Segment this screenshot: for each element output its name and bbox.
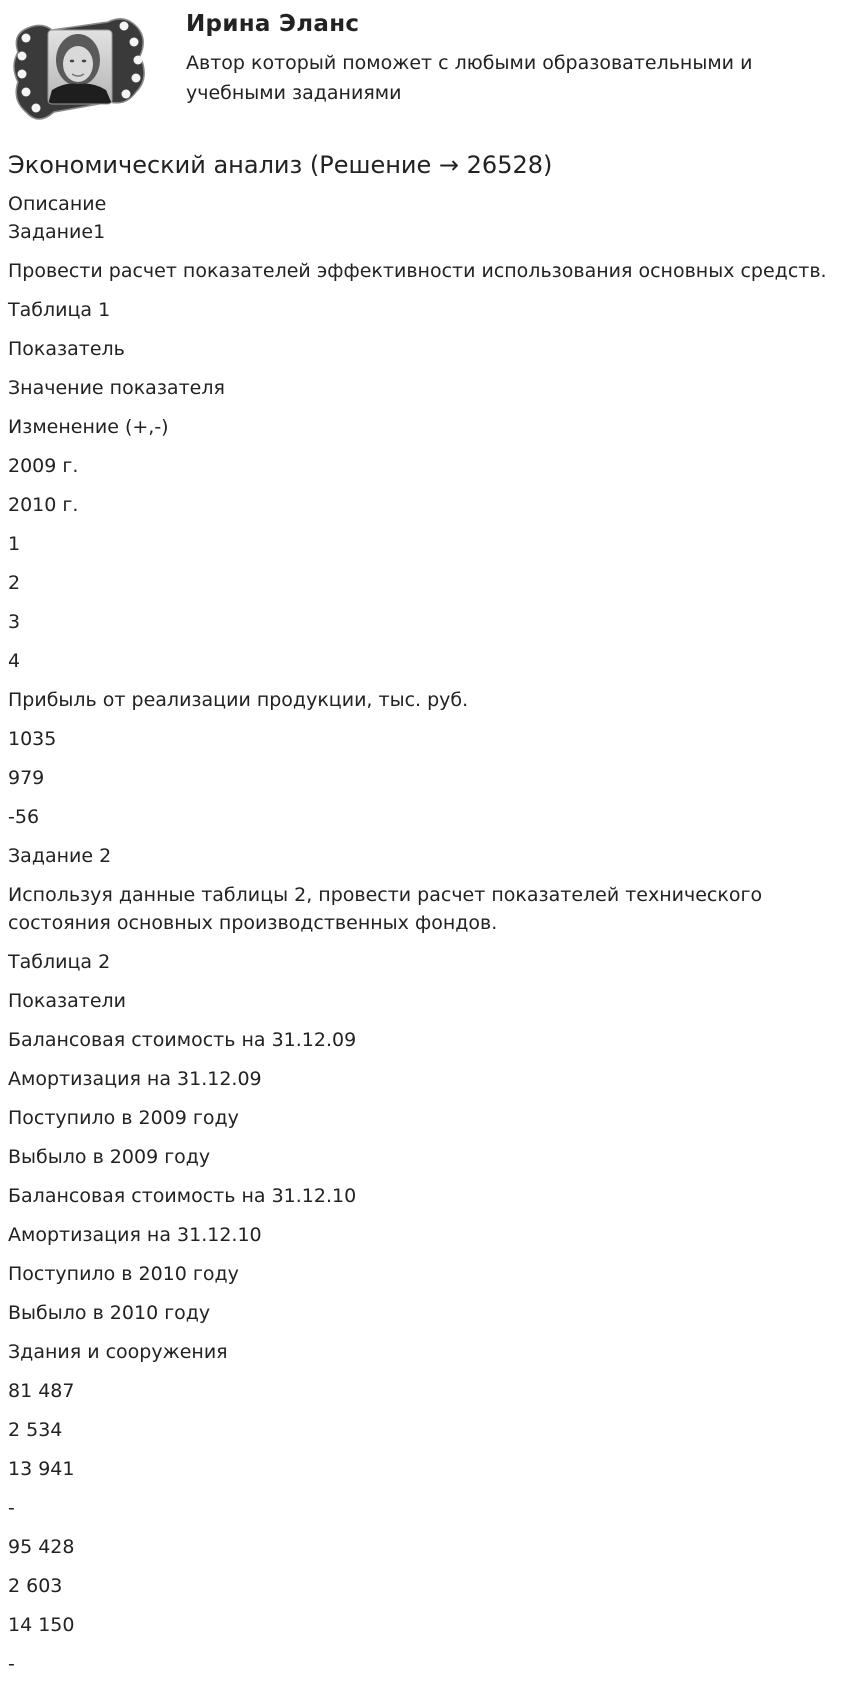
author-name[interactable]: Ирина Эланс (186, 11, 360, 37)
table-2-header: Поступило в 2010 году (8, 1263, 239, 1285)
table-2-cell: 81 487 (8, 1380, 75, 1402)
table-1-header-change: Изменение (+,-) (8, 416, 169, 438)
task-2-text: Используя данные таблицы 2, провести расчет показателей технического состояния основных производственных фондов. (8, 884, 763, 934)
description-label: Описание (8, 193, 107, 215)
table-2-header: Выбыло в 2010 году (8, 1302, 211, 1324)
table-1-cell: 1035 (8, 728, 57, 750)
table-1-header-2009: 2009 г. (8, 455, 79, 477)
table-2-header: Балансовая стоимость на 31.12.10 (8, 1185, 357, 1207)
table-2-cell: 2 534 (8, 1419, 63, 1441)
table-2-cell: 2 603 (8, 1575, 63, 1597)
table-1-header-2010: 2010 г. (8, 494, 79, 516)
document-title: Экономический анализ (Решение → 26528) (8, 151, 553, 179)
table-1-col-number: 2 (8, 572, 21, 594)
table-1-caption: Таблица 1 (8, 299, 111, 321)
table-2-cell: - (8, 1497, 15, 1519)
table-2-row-label: Здания и сооружения (8, 1341, 228, 1363)
author-description: Автор который поможет с любыми образовательными и учебными заданиями (186, 52, 753, 104)
task-2-heading: Задание 2 (8, 845, 112, 867)
table-2-header: Балансовая стоимость на 31.12.09 (8, 1029, 357, 1051)
table-1-cell: -56 (8, 806, 40, 828)
table-1-col-number: 4 (8, 650, 21, 672)
table-2-header-indicators: Показатели (8, 990, 127, 1012)
table-2-cell: 95 428 (8, 1536, 75, 1558)
table-1-cell: 979 (8, 767, 45, 789)
table-1-col-number: 3 (8, 611, 21, 633)
task-1-heading: Задание1 (8, 221, 106, 243)
table-2-caption: Таблица 2 (8, 951, 111, 973)
author-photo-icon (8, 8, 152, 128)
author-avatar[interactable] (8, 8, 152, 128)
table-1-col-number: 1 (8, 533, 21, 555)
task-1-text: Провести расчет показателей эффективности использования основных средств. (8, 260, 827, 282)
table-2-cell: 13 941 (8, 1458, 75, 1480)
author-header (0, 0, 847, 140)
table-1-row-label: Прибыль от реализации продукции, тыс. руб. (8, 689, 469, 711)
table-1-header-value: Значение показателя (8, 377, 225, 399)
table-2-header: Поступило в 2009 году (8, 1107, 239, 1129)
table-2-header: Амортизация на 31.12.10 (8, 1224, 262, 1246)
table-2-cell: - (8, 1653, 15, 1675)
table-1-header-indicator: Показатель (8, 338, 125, 360)
table-2-cell: 14 150 (8, 1614, 75, 1636)
document-body (8, 190, 843, 1689)
table-2-header: Амортизация на 31.12.09 (8, 1068, 262, 1090)
table-2-header: Выбыло в 2009 году (8, 1146, 211, 1168)
